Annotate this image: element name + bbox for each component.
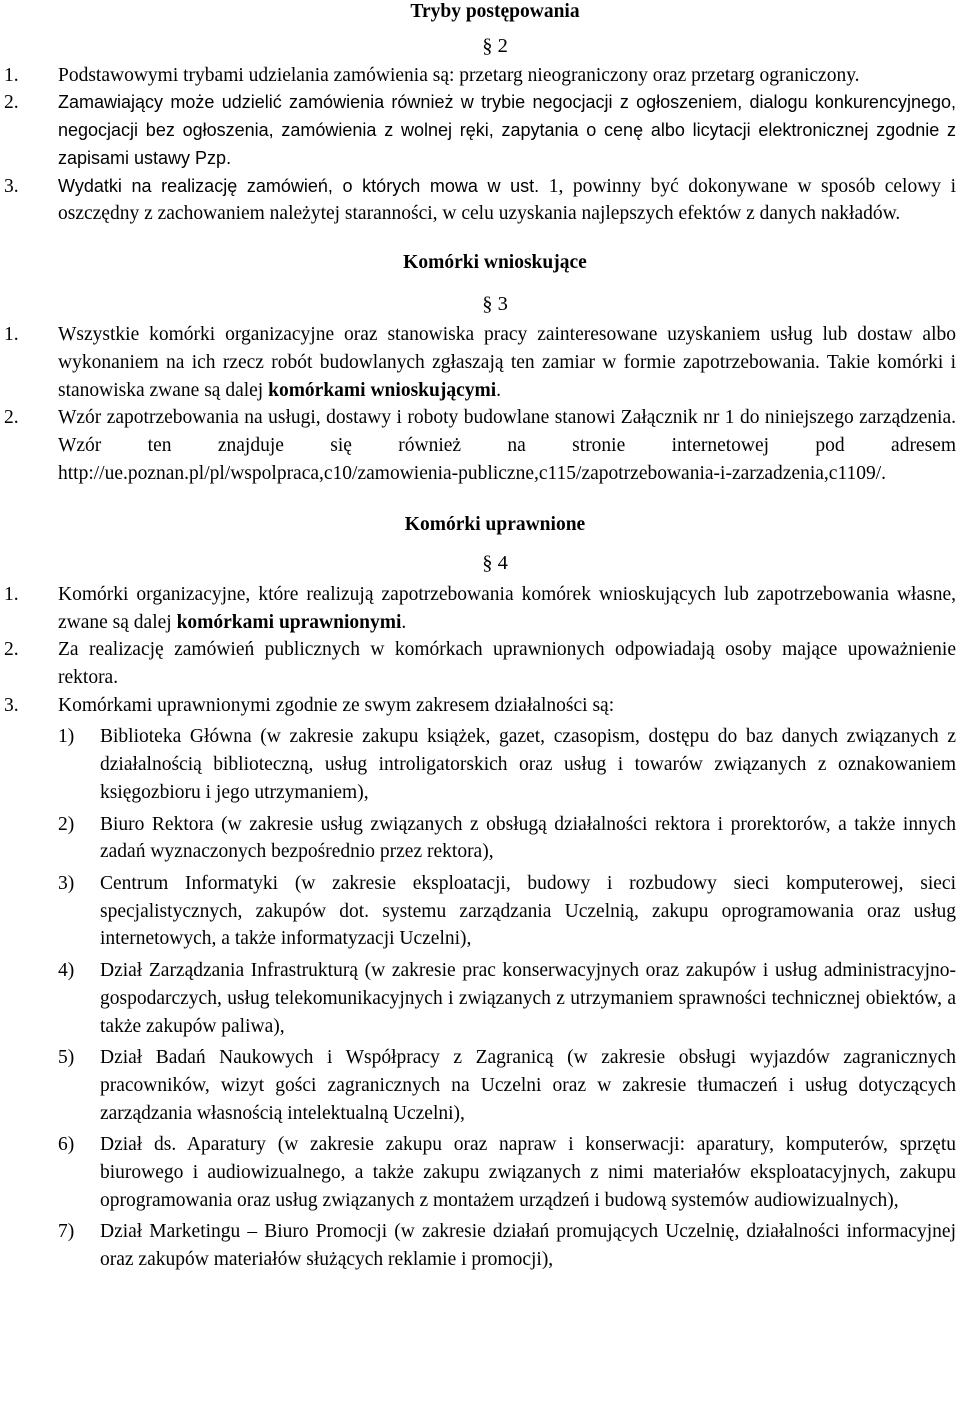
- list-item: [0, 321, 960, 404]
- item-text: Podstawowymi trybami udzielania zamówienia są: przetarg nieograniczony oraz przetarg ograniczony.: [58, 64, 860, 86]
- item-text: .: [496, 379, 502, 401]
- paragraph-sign-3: § 3: [482, 292, 508, 315]
- sub-item-text: Dział Badań Naukowych i Współpracy z Zagranicą (w zakresie obsługi wyjazdów zagranicznych pracowników, wizyt gości zagranicznych na Uczelni oraz w zakresie tłumaczeń i usług dotyczących zarządzania własnością intelektualną Uczelni),: [100, 1047, 956, 1124]
- item-number: 2.: [4, 407, 19, 429]
- list-item: [0, 173, 960, 228]
- item-number: 3.: [4, 175, 19, 197]
- sub-item-number: 6): [58, 1134, 75, 1156]
- item-number: 1.: [4, 324, 19, 346]
- item-number: 1.: [4, 64, 19, 86]
- sub-item-number: 4): [58, 960, 75, 982]
- sub-list-item: [0, 870, 960, 953]
- sub-item-number: 2): [58, 813, 75, 835]
- list-item: [0, 62, 960, 90]
- item-text: Wydatki na realizację zamówień, o których mowa w ust.: [58, 175, 540, 196]
- sub-item-number: 1): [58, 726, 75, 748]
- section-title-uprawnione: Komórki uprawnione: [404, 513, 586, 535]
- sub-item-text: Centrum Informatyki (w zakresie eksploatacji, budowy i rozbudowy sieci komputerowej, sieci specjalistycznych, zakupów dot. systemu zarządzania Uczelnią, zakupu oprogramowania oraz usług internetowych, a także informatyzacji Uczelni),: [100, 872, 956, 950]
- paragraph-sign-4: § 4: [482, 552, 508, 575]
- paragraph-sign-2: § 2: [482, 34, 508, 57]
- section-title-tryby: Tryby postępowania: [410, 1, 580, 22]
- item-text: 1, powinny być dokonywane w sposób celowy i oszczędny z zachowaniem należytej staranności, w celu uzyskania najlepszych efektów z danych nakładów.: [58, 175, 956, 225]
- item-text: Zamawiający może udzielić zamówienia również w trybie negocjacji z ogłoszeniem, dialogu konkurencyjnego, negocjacji bez ogłoszenia, zamówienia z wolnej ręki, zapytania o cenę albo licytacji elektronicznej zgodnie z zapisami ustawy Pzp.: [58, 92, 956, 168]
- spacer: [0, 488, 960, 510]
- sub-list-item: [0, 723, 960, 806]
- item-text: Komórkami uprawnionymi zgodnie ze swym zakresem działalności są:: [58, 694, 615, 716]
- list-item: [0, 89, 960, 172]
- sub-list-item: [0, 1131, 960, 1214]
- item-text: Za realizację zamówień publicznych w komórkach uprawnionych odpowiadają osoby mające upoważnienie rektora.: [58, 639, 956, 689]
- item-text: Komórki organizacyjne, które realizują zapotrzebowania komórek wnioskujących lub zapotrzebowania własne, zwane są dalej: [58, 583, 956, 633]
- bold-term: komórkami uprawnionymi: [176, 611, 402, 633]
- list-item: [0, 581, 960, 636]
- item-number: 1.: [4, 583, 19, 605]
- bold-term: komórkami wnioskującymi: [268, 379, 497, 401]
- spacer: [0, 228, 960, 250]
- list-item: [0, 636, 960, 691]
- sub-list-item: [0, 1218, 960, 1273]
- sub-item-text: Dział ds. Aparatury (w zakresie zakupu oraz napraw i konserwacji: aparatury, komputerów, sprzętu biurowego i audiowizualnego, a także zakupu związanych z nimi materiałów eksploatacyjnych, zakupu oprogramowania oraz usług związanych z montażem urządzeń i budową systemów audiowizualnych),: [100, 1134, 956, 1211]
- sub-item-number: 5): [58, 1047, 75, 1069]
- item-number: 3.: [4, 694, 19, 716]
- sub-list-item: [0, 957, 960, 1040]
- sub-item-number: 7): [58, 1221, 75, 1243]
- sub-list-item: [0, 1044, 960, 1127]
- item-text: Wzór zapotrzebowania na usługi, dostawy i roboty budowlane stanowi Załącznik nr 1 do niniejszego zarządzenia. Wzór ten znajduje się również na stronie internetowej pod adresem http://ue.poznan.pl/pl/wspolpraca,c10/zamowienia-publiczne,c115/zapotrzebowania-i-zarzadzenia,c1109/.: [58, 407, 956, 484]
- sub-item-text: Biblioteka Główna (w zakresie zakupu książek, gazet, czasopism, dostępu do baz danych związanych z działalnością biblioteczną, usług introligatorskich oraz usług i towarów związanych z oznakowaniem księgozbioru i jego utrzymaniem),: [100, 726, 956, 803]
- item-number: 2.: [4, 92, 19, 114]
- list-item: [0, 692, 960, 720]
- sub-item-number: 3): [58, 872, 75, 894]
- sub-item-text: Biuro Rektora (w zakresie usług związanych z obsługą działalności rektora i prorektorów, a także innych zadań wyznaczonych bezpośrednio przez rektora),: [100, 813, 956, 863]
- list-item: [0, 404, 960, 487]
- section-title-wnioskujace: Komórki wnioskujące: [403, 251, 587, 273]
- sub-item-text: Dział Marketingu – Biuro Promocji (w zakresie działań promujących Uczelnię, działalności informacyjnej oraz zakupów materiałów służących reklamie i promocji),: [100, 1221, 956, 1271]
- item-text: .: [401, 611, 407, 633]
- sub-item-text: Dział Zarządzania Infrastrukturą (w zakresie prac konserwacyjnych oraz zakupów i usług administracyjno-gospodarczych, usług telekomunikacyjnych i związanych z utrzymaniem sprawności technicznej obiektów, a także zakupów paliwa),: [100, 960, 956, 1037]
- sub-list-item: [0, 811, 960, 866]
- item-text: Wszystkie komórki organizacyjne oraz stanowiska pracy zainteresowane uzyskaniem usług lub dostaw albo wykonaniem na ich rzecz robót budowlanych zgłaszają ten zamiar w formie zapotrzebowania. Takie komórki i stanowiska zwane są dalej: [58, 324, 956, 401]
- item-number: 2.: [4, 639, 19, 661]
